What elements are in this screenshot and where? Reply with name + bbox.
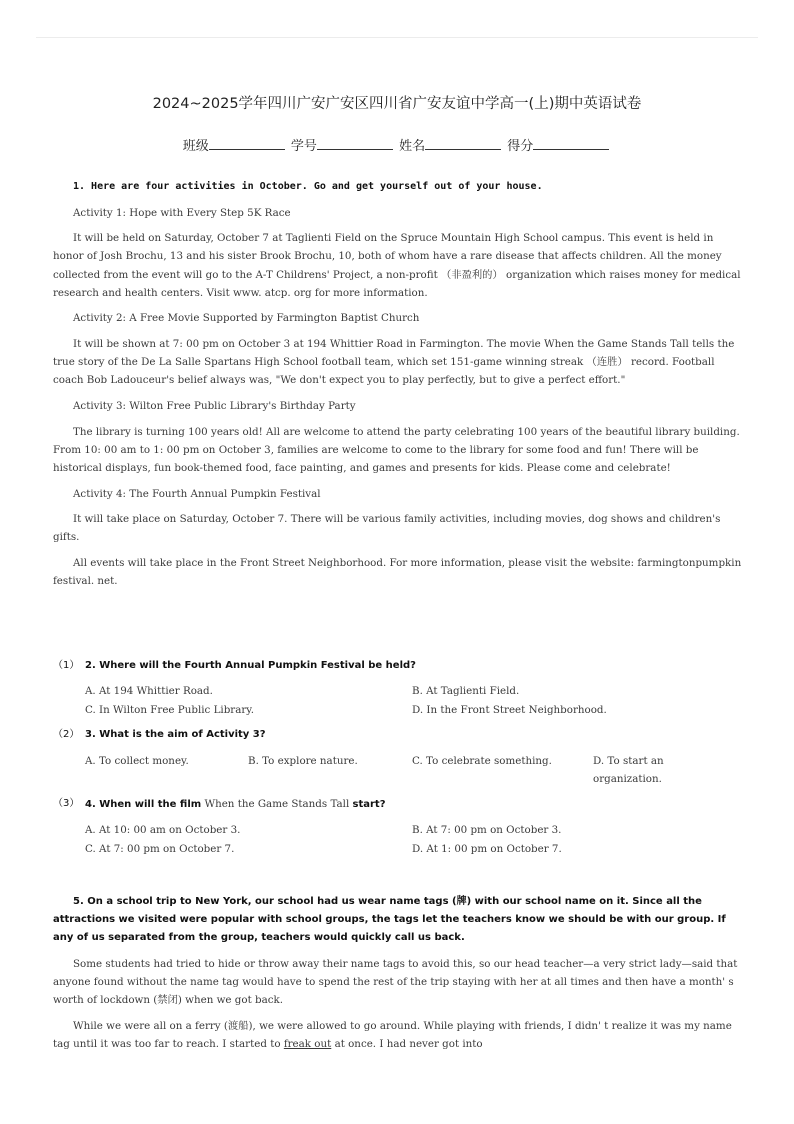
option-d[interactable]: D. In the Front Street Neighborhood. (412, 703, 607, 716)
activity-3-text: The library is turning 100 years old! All are welcome to attend the party celebrating 100 years of the beautiful library building. From 10: 00 am to 1: 00 pm on October 3, families are welcome to come to the library for some food and fun! There will be historical displays, fun book-themed food, face painting, and games and presents for kids. Please come and celebrate! (53, 425, 740, 474)
option-a[interactable]: A. At 194 Whittier Road. (85, 685, 213, 697)
top-divider (36, 37, 758, 38)
option-c[interactable]: C. To celebrate something. (412, 755, 552, 767)
option-b[interactable]: B. At 7: 00 pm on October 3. (412, 824, 562, 836)
id-label: 学号 (290, 139, 317, 154)
sub-question-number: （1） (53, 660, 80, 671)
sub-question-3-options (85, 824, 725, 861)
option-d-continued: organization. (593, 773, 662, 785)
sub-question-text: 2. Where will the Fourth Annual Pumpkin Festival be held? (85, 660, 416, 671)
sub-question-1-options (85, 685, 725, 722)
sub-question-number: （3） (53, 798, 80, 809)
question-bold-part: 4. When will the film (85, 799, 202, 810)
class-blank[interactable] (209, 137, 285, 150)
class-label: 班级 (182, 139, 209, 154)
score-label: 得分 (507, 139, 534, 154)
activity-2-text: It will be shown at 7: 00 pm on October 3 at 194 Whittier Road in Farmington. The movie When the Game Stands Tall tells the true story of the De La Salle Spartans High School football team, which set 151-game winning streak （连胜） record. Football coach Bob Ladouceur's belief always was, "We don't expect you to play perfectly, but to give a perfect effort." (53, 337, 735, 387)
question-5-passage (53, 893, 743, 1061)
option-a[interactable]: A. At 10: 00 am on October 3. (85, 824, 241, 836)
activity-3-title: Activity 3: Wilton Free Public Library's Birthday Party (73, 399, 356, 412)
paragraph-2-end: at once. I had never got into (334, 1038, 483, 1051)
activity-1-text: It will be held on Saturday, October 7 at Taglienti Field on the Spruce Mountain High School campus. This event is held in honor of Josh Brochu, 13 and his sister Brook Brochu, 10, both of whom have a rare disease that affects children. All the money collected from the event will go to the A-T Childrens' Project, a non-profit （非盈利的） organization which raises money for medical research and health centers. Visit www. atcp. org for more information. (53, 232, 741, 299)
score-blank[interactable] (533, 137, 609, 150)
question-5-paragraph-2 (53, 1017, 743, 1053)
option-d[interactable]: D. To start an (593, 755, 664, 767)
closing-text: All events will take place in the Front Street Neighborhood. For more information, please visit the website: farmingtonpumpkin festival. net. (53, 556, 742, 588)
film-title: When the Game Stands Tall (204, 798, 350, 810)
sub-question-text: 3. What is the aim of Activity 3? (85, 729, 266, 740)
activity-4-title: Activity 4: The Fourth Annual Pumpkin Festival (73, 487, 321, 500)
name-label: 姓名 (399, 139, 426, 154)
name-blank[interactable] (425, 137, 501, 150)
option-b[interactable]: B. At Taglienti Field. (412, 685, 520, 697)
question-5-header: 5. On a school trip to New York, our school had us wear name tags (牌) with our school name on it. Since all the attractions we visited were popular with school groups, the tags let the teachers know we should be with our group. If any of us separated from the group, teachers would quickly call us back. (53, 896, 726, 944)
question-1-header: 1. Here are four activities in October. Go and get yourself out of your house. (73, 181, 543, 192)
question-1-passage (53, 178, 743, 598)
option-b[interactable]: B. To explore nature. (248, 755, 358, 767)
paragraph-2-start: While we were all on a ferry (渡船), we were allowed to go around. While playing with friends, I didn' t realize it was my name tag until it was too far to reach. I started to (53, 1020, 732, 1051)
option-a[interactable]: A. To collect money. (85, 755, 189, 767)
activity-2-title: Activity 2: A Free Movie Supported by Farmington Baptist Church (73, 312, 420, 325)
activity-1-title: Activity 1: Hope with Every Step 5K Race (73, 206, 291, 219)
page-title: 2024~2025学年四川广安广安区四川省广安友谊中学高一(上)期中英语试卷 (152, 96, 642, 112)
activity-4-text: It will take place on Saturday, October 7. There will be various family activities, including movies, dog shows and children's gifts. (53, 513, 721, 544)
option-d[interactable]: D. At 1: 00 pm on October 7. (412, 842, 562, 855)
sub-question-text (85, 798, 386, 810)
option-c[interactable]: C. At 7: 00 pm on October 7. (85, 842, 235, 855)
underlined-phrase: freak out (283, 1038, 332, 1051)
id-blank[interactable] (317, 137, 393, 150)
student-info-fields (0, 135, 794, 154)
question-end: start? (352, 799, 386, 810)
sub-question-number: （2） (53, 729, 80, 740)
sub-question-2-options (85, 755, 725, 795)
question-5-paragraph-1: Some students had tried to hide or throw away their name tags to avoid this, so our head teacher—a very strict lady—said that anyone found without the name tag would have to spend the rest of the trip staying with her at all times and then have a month' s worth of lockdown (禁闭) when we got back. (53, 958, 738, 1007)
option-c[interactable]: C. In Wilton Free Public Library. (85, 703, 254, 716)
